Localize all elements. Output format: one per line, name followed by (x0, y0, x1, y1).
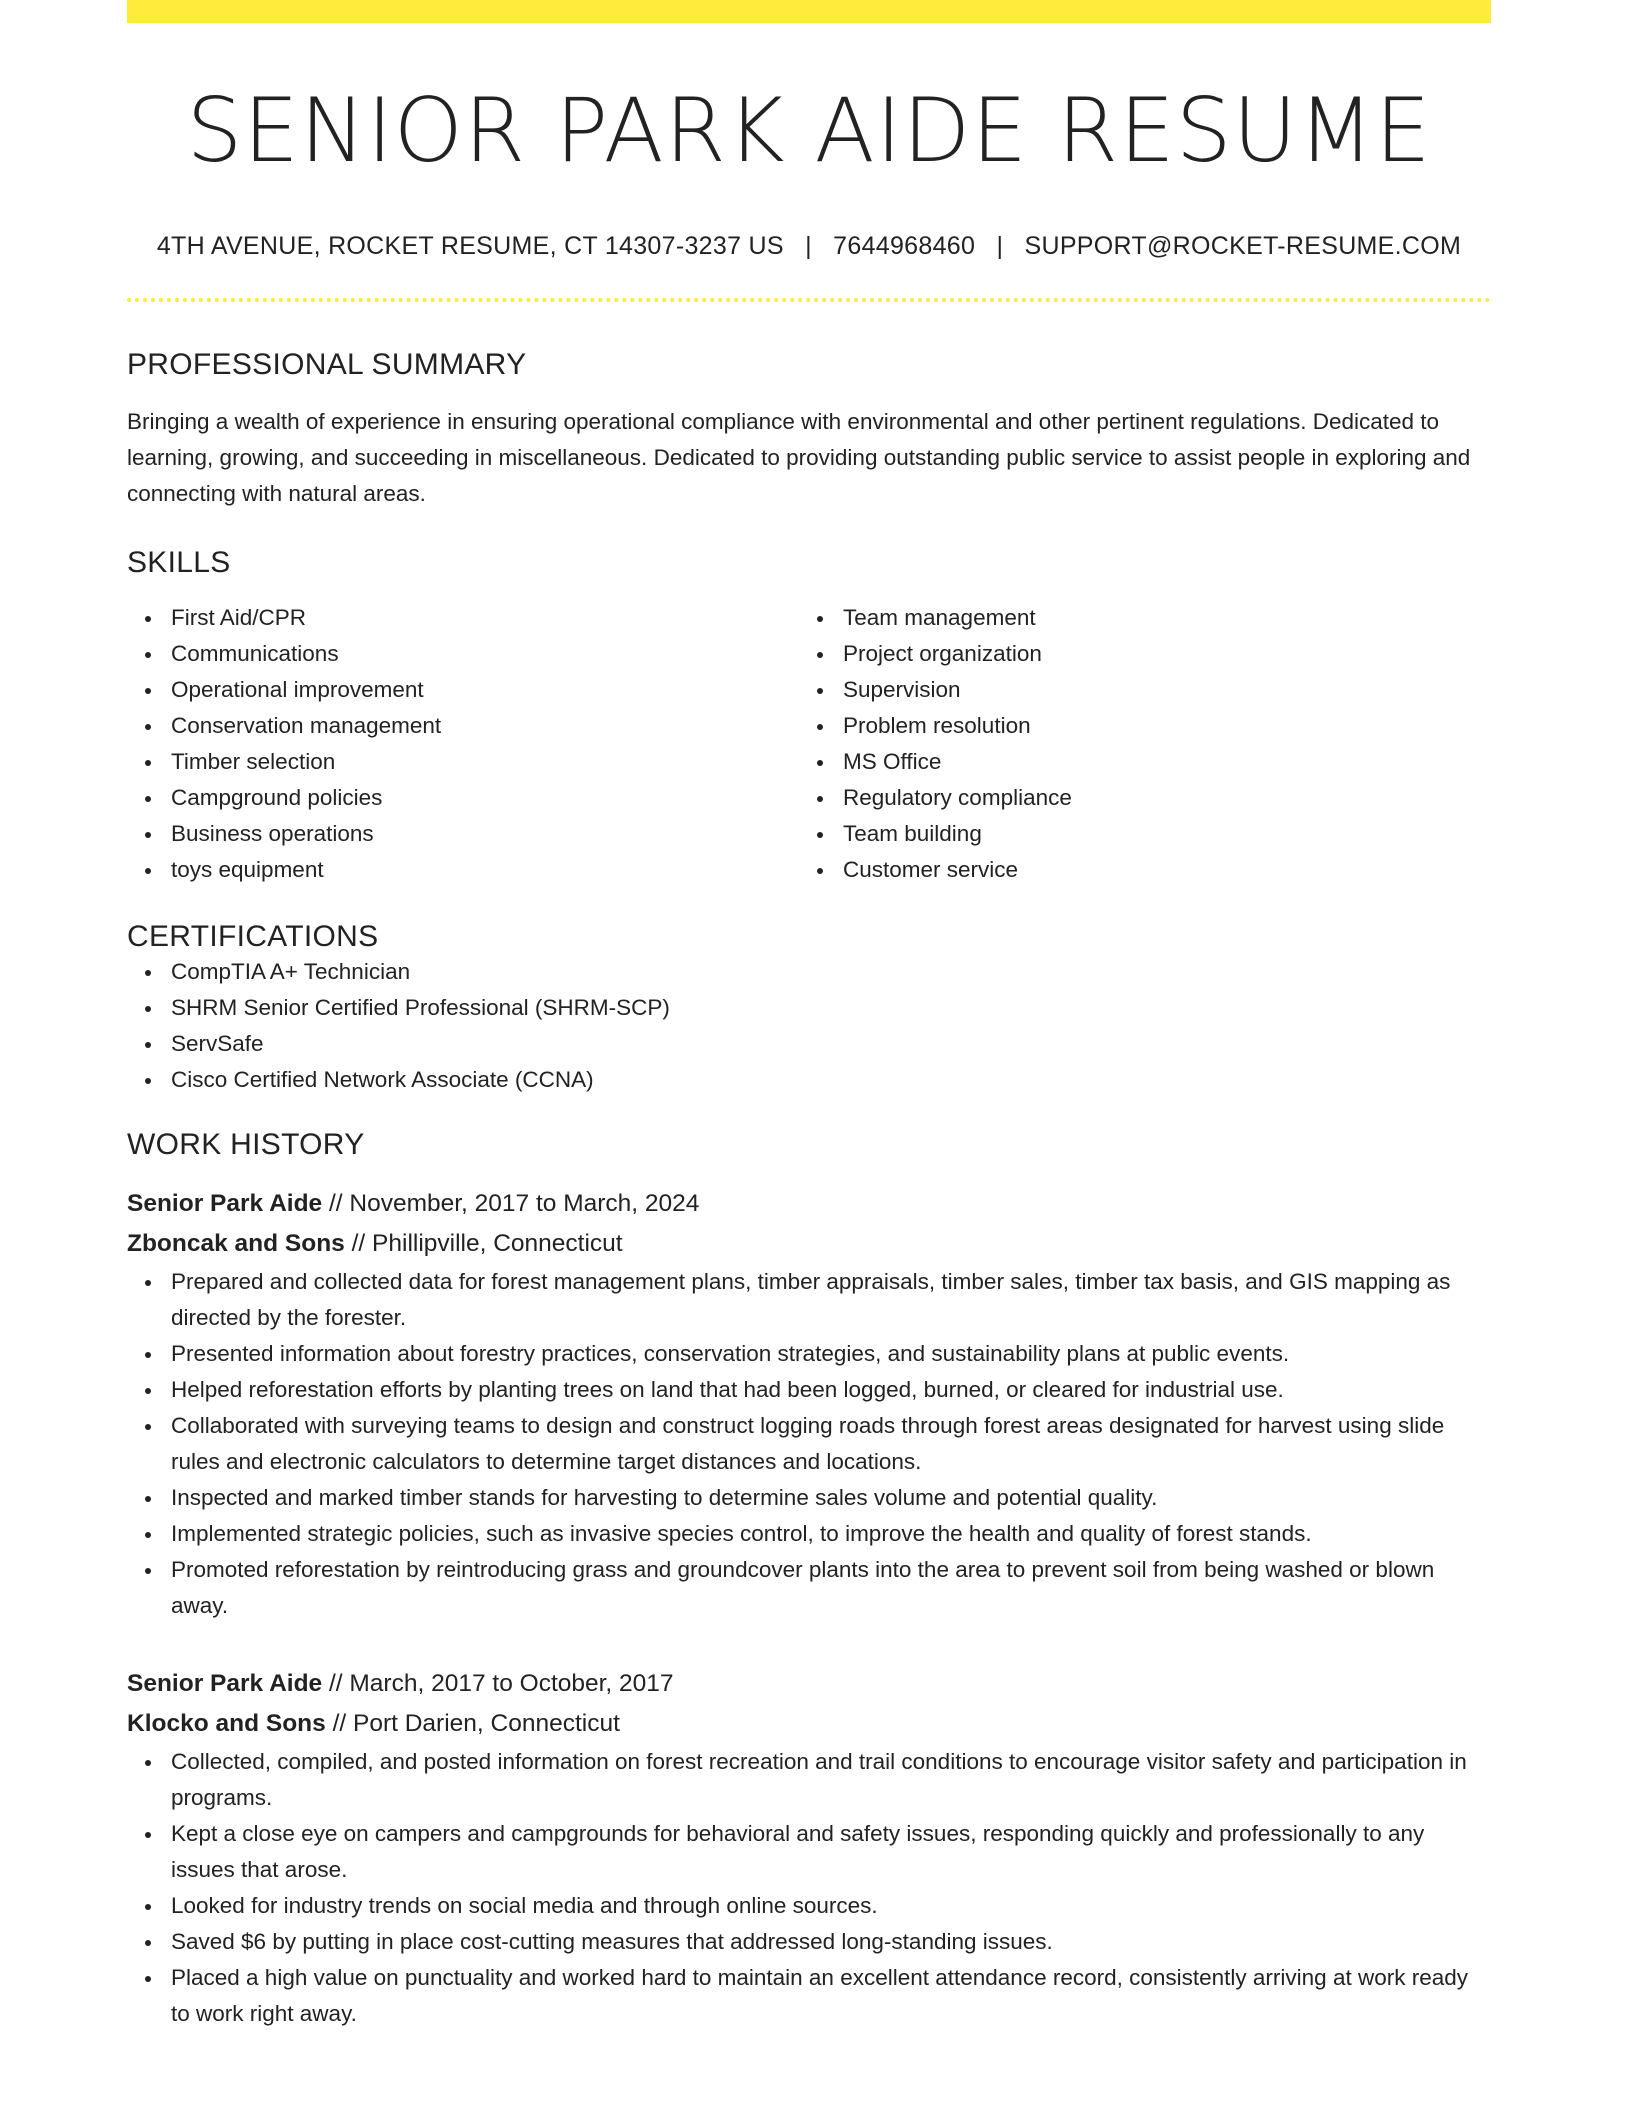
job-company: Zboncak and Sons (127, 1229, 345, 1257)
skill-item: Campground policies (127, 780, 799, 816)
skill-item: Communications (127, 636, 799, 672)
job-bullet-list (127, 1744, 1491, 2032)
job-bullet: Saved $6 by putting in place cost-cutting measures that addressed long-standing issues. (127, 1924, 1491, 1960)
resume-page (127, 0, 1491, 2032)
contact-email: SUPPORT@ROCKET-RESUME.COM (1024, 231, 1462, 260)
skill-item: Regulatory compliance (799, 780, 1471, 816)
certification-item: Cisco Certified Network Associate (CCNA) (127, 1062, 1491, 1098)
contact-phone: 7644968460 (833, 231, 976, 260)
skill-item: Problem resolution (799, 708, 1471, 744)
job-bullet: Implemented strategic policies, such as invasive species control, to improve the health and quality of forest stands. (127, 1516, 1491, 1552)
job-bullet: Looked for industry trends on social media and through online sources. (127, 1888, 1491, 1924)
certification-item: CompTIA A+ Technician (127, 954, 1491, 990)
job-entry (127, 1184, 1491, 1624)
job-entry (127, 1664, 1491, 2032)
job-role: Senior Park Aide (127, 1669, 323, 1697)
skill-item: Team building (799, 816, 1471, 852)
skill-item: Timber selection (127, 744, 799, 780)
job-company-line (127, 1224, 1491, 1264)
job-bullet: Kept a close eye on campers and campgrounds for behavioral and safety issues, responding quickly and professionally to any issues that arose. (127, 1816, 1491, 1888)
skill-item: Customer service (799, 852, 1471, 888)
skill-item: toys equipment (127, 852, 799, 888)
summary-text: Bringing a wealth of experience in ensuring operational compliance with environmental and other pertinent regulations. Dedicated to learning, growing, and succeeding in miscellaneous. Dedicated to providing outstanding public service to assist people in exploring and connecting with natural areas. (127, 408, 1471, 506)
work-history-heading: WORK HISTORY (127, 1127, 365, 1161)
certification-item: ServSafe (127, 1026, 1491, 1062)
skill-item: Supervision (799, 672, 1471, 708)
skills-left-column (127, 600, 799, 888)
job-bullet: Inspected and marked timber stands for harvesting to determine sales volume and potential quality. (127, 1480, 1491, 1516)
skill-item: Team management (799, 600, 1471, 636)
skill-item: Operational improvement (127, 672, 799, 708)
job-title-line (127, 1664, 1491, 1704)
job-location: // Phillipville, Connecticut (344, 1229, 623, 1257)
job-company-line (127, 1704, 1491, 1744)
accent-bar (127, 0, 1491, 23)
skill-item: First Aid/CPR (127, 600, 799, 636)
job-dates: // March, 2017 to October, 2017 (322, 1669, 674, 1697)
skill-item: Project organization (799, 636, 1471, 672)
skills-heading: SKILLS (127, 545, 231, 579)
skills-grid (127, 600, 1491, 888)
job-bullet: Helped reforestation efforts by planting trees on land that had been logged, burned, or cleared for industrial use. (127, 1372, 1491, 1408)
certification-item: SHRM Senior Certified Professional (SHRM-SCP) (127, 990, 1491, 1026)
job-bullet: Collaborated with surveying teams to design and construct logging roads through forest areas designated for harvest using slide rules and electronic calculators to determine target distances and locations. (127, 1408, 1491, 1480)
skill-item: Conservation management (127, 708, 799, 744)
certifications-list (127, 954, 1491, 1098)
contact-line (127, 232, 1491, 261)
job-dates: // November, 2017 to March, 2024 (322, 1189, 700, 1217)
certifications-heading: CERTIFICATIONS (127, 919, 379, 953)
contact-separator: | (996, 231, 1004, 260)
job-bullet: Collected, compiled, and posted information on forest recreation and trail conditions to encourage visitor safety and participation in programs. (127, 1744, 1491, 1816)
job-location: // Port Darien, Connecticut (325, 1709, 620, 1737)
job-bullet-list (127, 1264, 1491, 1624)
contact-separator: | (805, 231, 812, 260)
job-bullet: Prepared and collected data for forest management plans, timber appraisals, timber sales, timber tax basis, and GIS mapping as directed by the forester. (127, 1264, 1491, 1336)
job-bullet: Presented information about forestry practices, conservation strategies, and sustainability plans at public events. (127, 1336, 1491, 1372)
skill-item: MS Office (799, 744, 1471, 780)
job-title-line (127, 1184, 1491, 1224)
job-bullet: Placed a high value on punctuality and worked hard to maintain an excellent attendance record, consistently arriving at work ready to work right away. (127, 1960, 1491, 2032)
dotted-divider (127, 298, 1491, 302)
contact-address: 4TH AVENUE, ROCKET RESUME, CT 14307-3237 US (156, 231, 784, 260)
job-company: Klocko and Sons (127, 1709, 326, 1737)
summary-heading: PROFESSIONAL SUMMARY (127, 347, 527, 381)
job-bullet: Promoted reforestation by reintroducing grass and groundcover plants into the area to prevent soil from being washed or blown away. (127, 1552, 1491, 1624)
job-role: Senior Park Aide (127, 1189, 323, 1217)
skills-right-column (799, 600, 1471, 888)
skill-item: Business operations (127, 816, 799, 852)
resume-title: SENIOR PARK AIDE RESUME (186, 79, 1432, 182)
